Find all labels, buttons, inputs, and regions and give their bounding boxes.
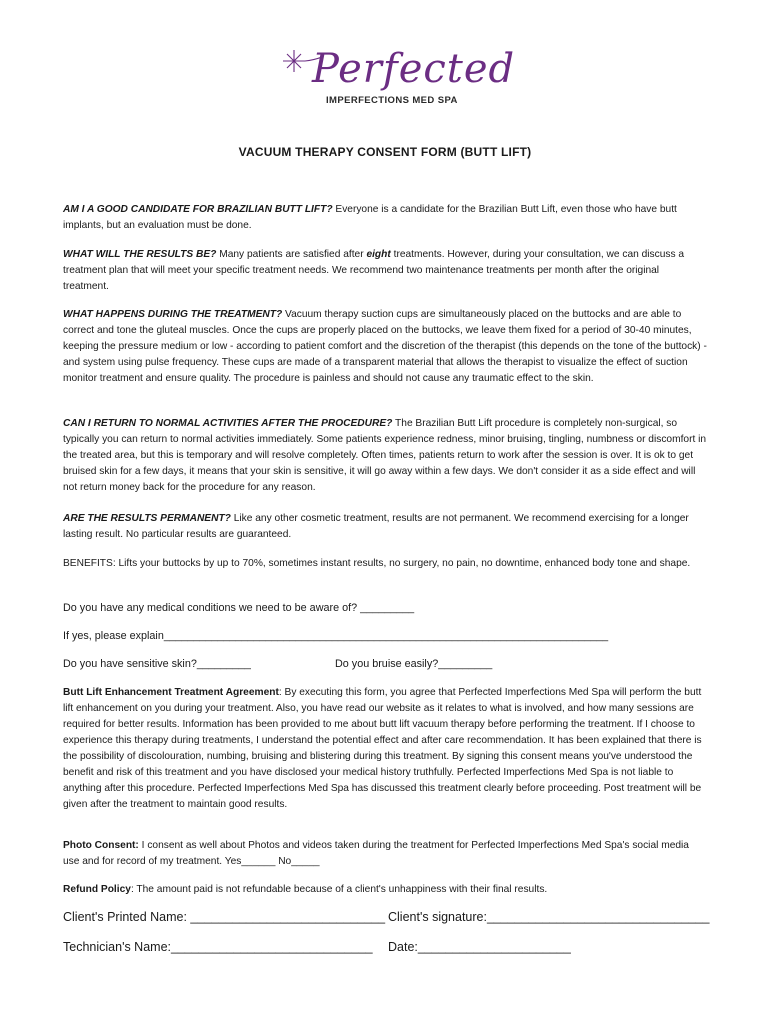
agreement-section bbox=[63, 685, 707, 813]
photo-consent-heading: Photo Consent: bbox=[63, 840, 139, 851]
photo-consent-section bbox=[63, 838, 707, 870]
answer-permanent: Like any other cosmetic treatment, results are not permanent. We recommend exercising for a longer lasting result. No particular results are guaranteed. bbox=[63, 513, 689, 540]
sensitive-skin-field[interactable]: Do you have sensitive skin?_________ bbox=[63, 658, 251, 670]
refund-text: : The amount paid is not refundable because of a client's unhappiness with their final results. bbox=[130, 884, 548, 895]
answer-results-post: treatments. However, during your consultation, we can discuss a treatment plan that will meet your specific treatment needs. We recommend two maintenance treatments per month after the original treatment. bbox=[63, 249, 685, 292]
logo-subtitle: IMPERFECTIONS MED SPA bbox=[326, 95, 458, 106]
spa-logo bbox=[282, 46, 516, 118]
question-results: WHAT WILL THE RESULTS BE? bbox=[63, 249, 217, 260]
client-signature-field[interactable]: Client's signature:________________________________ bbox=[388, 910, 710, 924]
answer-treatment: Vacuum therapy suction cups are simultaneously placed on the buttocks and are able to correct and tone the gluteal muscles. Once the cups are properly placed on the buttocks, we leave them fixed for a period of 30-40 minutes, keeping the pressure medium or low - according to patient comfort and the discretion of the therapist (this depends on the tone of the buttock) - and system using pulse frequency. These cups are made of a transparent material that allows the therapist to visualize the effect of suction monitor treatment and ensure quality. The procedure is painless and should not cause any traumatic effect to the skin. bbox=[63, 309, 707, 384]
medical-conditions-field[interactable]: Do you have any medical conditions we need to be aware of? _________ bbox=[63, 602, 415, 614]
client-printed-name-field[interactable]: Client's Printed Name: ____________________________ bbox=[63, 910, 386, 924]
question-treatment: WHAT HAPPENS DURING THE TREATMENT? bbox=[63, 309, 283, 320]
form-title: VACUUM THERAPY CONSENT FORM (BUTT LIFT) bbox=[238, 145, 532, 159]
answer-activities: The Brazilian Butt Lift procedure is completely non-surgical, so typically you can return to normal activities immediately. Some patients experience redness, minor bruising, tingling, numbness or discomfort in the treated area, but this is temporary and will resolve completely. Often times, patients return to work after the session is over. It is ok to get bruised skin for a few days, it means that your skin is sensitive, it will go away within a few days. We don't consider it as a side effect and will not return money back for the procedure for any reason. bbox=[63, 418, 707, 493]
answer-results-pre: Many patients are satisfied after bbox=[216, 249, 367, 260]
section-permanent bbox=[63, 511, 707, 543]
date-field[interactable]: Date:______________________ bbox=[388, 940, 571, 954]
bruise-easily-field[interactable]: Do you bruise easily?_________ bbox=[335, 658, 493, 670]
agreement-text: : By executing this form, you agree that Perfected Imperfections Med Spa will perform the butt lift enhancement on you during your treatment. Also, you have read our website as it relates to what is involved, and how many sessions are required for better results. Information has been provided to me about butt lift vacuum therapy before performing the treatment. If I choose to experience this therapy during treatments, I understand the potential effect and after care recommendation. It has been explained that there is the possibility of discolouration, numbing, bruising and blistering during this treatment. By signing this consent means you've understood the benefit and risk of this treatment and you have disclosed your medical history truthfully. Perfected Imperfections Med Spa is not liable to anything after this procedure. Perfected Imperfections Med Spa has discussed this treatment clearly before proceeding. Post treatment will be given after the treatment to maintain good results. bbox=[63, 687, 702, 810]
photo-consent-text: I consent as well about Photos and videos taken during the treatment for Perfected Imperfections Med Spa's social media use and for record of my treatment. Yes______ No_____ bbox=[63, 840, 689, 867]
technician-name-field[interactable]: Technician's Name:_____________________________ bbox=[63, 940, 373, 954]
question-candidate: AM I A GOOD CANDIDATE FOR BRAZILIAN BUTT LIFT? bbox=[63, 204, 333, 215]
benefits-text: BENEFITS: Lifts your buttocks by up to 70%, sometimes instant results, no surgery, no pain, no downtime, enhanced body tone and shape. bbox=[63, 558, 691, 569]
question-activities: CAN I RETURN TO NORMAL ACTIVITIES AFTER THE PROCEDURE? bbox=[63, 418, 393, 429]
section-activities bbox=[63, 416, 707, 496]
section-results bbox=[63, 247, 707, 295]
logo-script-text: Perfected bbox=[312, 46, 516, 92]
refund-policy-section bbox=[63, 882, 707, 898]
if-yes-explain-field[interactable]: If yes, please explain__________________________________________________________________________ bbox=[63, 630, 609, 642]
question-permanent: ARE THE RESULTS PERMANENT? bbox=[63, 513, 231, 524]
agreement-heading: Butt Lift Enhancement Treatment Agreement bbox=[63, 687, 279, 698]
answer-candidate: Everyone is a candidate for the Brazilian Butt Lift, even those who have butt implants, but an evaluation must be done. bbox=[63, 204, 677, 231]
section-treatment bbox=[63, 307, 707, 387]
answer-results-emphasis: eight bbox=[366, 249, 391, 260]
refund-heading: Refund Policy bbox=[63, 884, 131, 895]
section-candidate bbox=[63, 202, 707, 234]
